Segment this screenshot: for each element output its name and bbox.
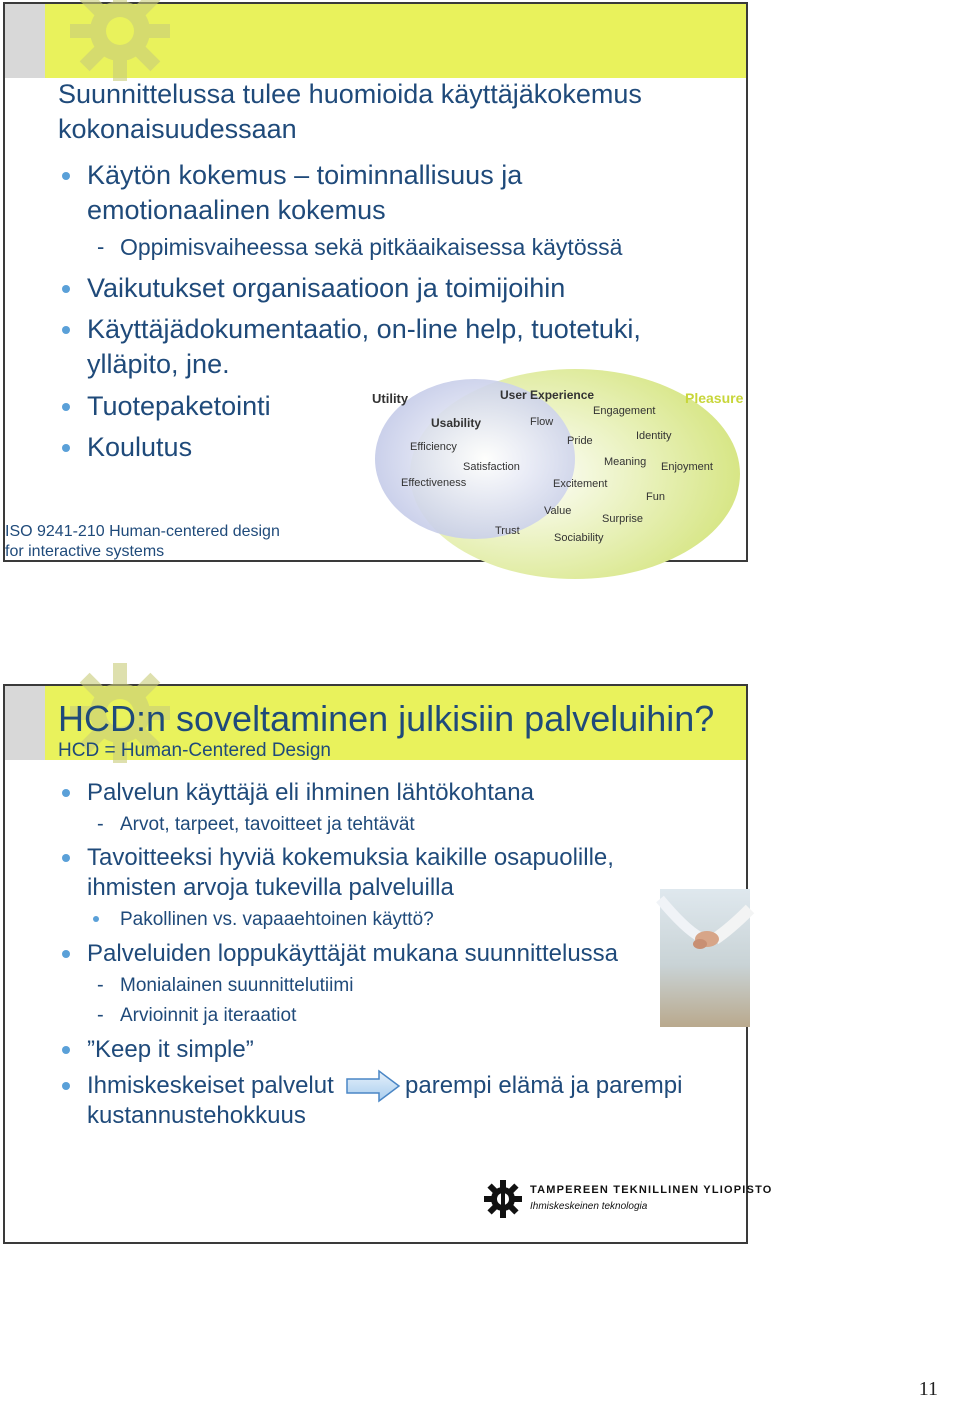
slide-title-line-1: Suunnittelussa tulee huomioida käyttäjäkokemus [58, 79, 642, 109]
label-engagement: Engagement [593, 405, 656, 417]
left-header-bar [5, 686, 45, 760]
bullet-3-sub-1: Monialainen suunnittelutiimi [120, 975, 354, 996]
bullet-dot [62, 789, 70, 797]
dash-marker: - [97, 1004, 104, 1026]
bullet-dot [62, 950, 70, 958]
bullet-4: Tuotepaketointi [87, 391, 271, 421]
bullet-3-sub-2: Arvioinnit ja iteraatiot [120, 1005, 297, 1026]
dash-marker: - [97, 813, 104, 835]
bullet-2-line-1: Tavoitteeksi hyviä kokemuksia kaikille osapuolille, [87, 844, 614, 871]
bullet-4: ”Keep it simple” [87, 1036, 254, 1063]
logo-university-name: TAMPEREEN TEKNILLINEN YLIOPISTO [530, 1184, 773, 1196]
label-user-experience: User Experience [500, 388, 595, 402]
label-identity: Identity [636, 430, 672, 442]
label-utility: Utility [372, 391, 409, 406]
iso-reference-line-2: for interactive systems [5, 543, 165, 560]
page-number: 11 [918, 1378, 938, 1400]
label-value: Value [544, 505, 572, 517]
label-usability: Usability [431, 416, 482, 430]
bullet-1-line-1: Käytön kokemus – toiminnallisuus ja [87, 160, 523, 190]
bullet-3-line-2: ylläpito, jne. [87, 349, 230, 379]
bullet-5-part-2: parempi elämä ja parempi [405, 1072, 683, 1099]
label-excitement: Excitement [553, 478, 608, 490]
label-trust: Trust [495, 525, 520, 537]
label-surprise: Surprise [602, 513, 643, 525]
label-pride: Pride [567, 435, 593, 447]
label-efficiency: Efficiency [410, 441, 457, 453]
slide-title: HCD:n soveltaminen julkisiin palveluihin? [58, 698, 715, 739]
label-pleasure: Pleasure [685, 390, 744, 406]
bullet-3: Palveluiden loppukäyttäjät mukana suunnittelussa [87, 940, 619, 967]
label-satisfaction: Satisfaction [463, 461, 520, 473]
bullet-1-line-2: emotionaalinen kokemus [87, 195, 386, 225]
bullet-2: Vaikutukset organisaatioon ja toimijoihin [87, 273, 566, 303]
label-sociability: Sociability [554, 532, 604, 544]
bullet-1: Palvelun käyttäjä eli ihminen lähtökohtana [87, 779, 534, 806]
slide-2 [3, 684, 773, 1244]
label-flow: Flow [530, 416, 554, 428]
right-arrow-icon [345, 1069, 401, 1103]
dash-marker: - [97, 974, 104, 996]
bullet-dot [62, 854, 70, 862]
label-effectiveness: Effectiveness [401, 477, 467, 489]
bullet-2-sub: Pakollinen vs. vapaaehtoinen käyttö? [120, 909, 434, 930]
ux-diagram [5, 4, 750, 564]
iso-reference-line-1: ISO 9241-210 Human-centered design [5, 523, 280, 540]
tut-gear-logo-icon [483, 1179, 523, 1219]
holding-hands-photo [660, 889, 750, 1027]
bullet-1-sub: Oppimisvaiheessa sekä pitkäaikaisessa käytössä [120, 234, 623, 260]
bullet-5: Koulutus [87, 432, 193, 462]
logo-unit-name: Ihmiskeskeinen teknologia [530, 1201, 648, 1212]
bullet-dot [62, 1046, 70, 1054]
bullet-2-line-2: ihmisten arvoja tukevilla palveluilla [87, 874, 454, 901]
dash-marker: - [97, 234, 105, 259]
bullet-5-line-2: kustannustehokkuus [87, 1102, 306, 1129]
label-enjoyment: Enjoyment [661, 461, 713, 473]
slide-title-line-2: kokonaisuudessaan [58, 114, 297, 144]
bullet-5-part-1: Ihmiskeskeiset palvelut [87, 1072, 334, 1099]
label-meaning: Meaning [604, 456, 647, 468]
slide-subtitle: HCD = Human-Centered Design [58, 740, 331, 761]
bullet-3-line-1: Käyttäjädokumentaatio, on-line help, tuotetuki, [87, 314, 641, 344]
bullet-dot [62, 1082, 70, 1090]
bullet-dot [93, 916, 99, 922]
bullet-1-sub: Arvot, tarpeet, tavoitteet ja tehtävät [120, 814, 415, 835]
slide-1 [3, 2, 748, 562]
label-fun: Fun [646, 491, 665, 503]
